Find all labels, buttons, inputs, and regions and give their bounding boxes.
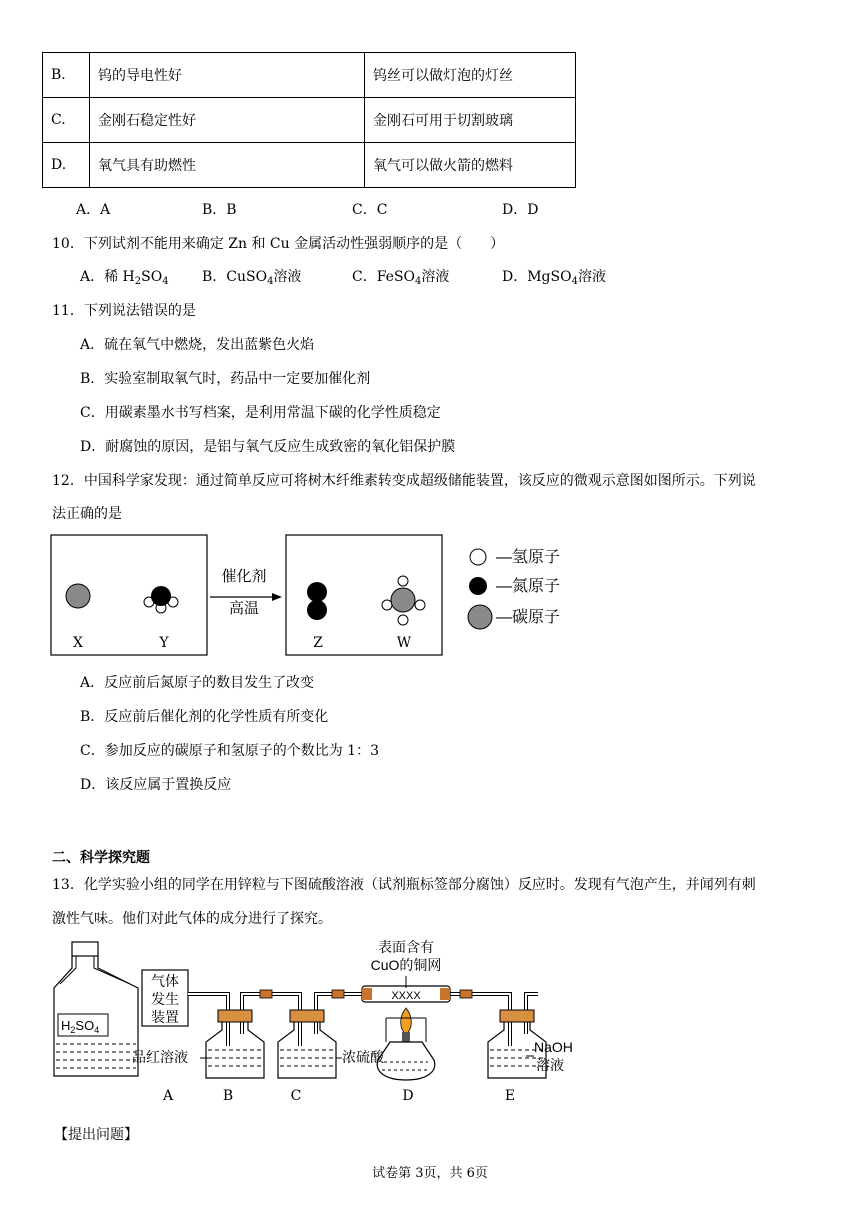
options-table (42, 52, 576, 188)
q11-option-b: B．实验室制取氧气时，药品中一定要加催化剂 (80, 371, 371, 387)
row-letter: B. (43, 53, 90, 98)
label-y: Y (159, 635, 169, 651)
row-property: 金刚石稳定性好 (90, 98, 365, 143)
rubber-connector (260, 990, 272, 998)
methane-molecule (382, 576, 425, 625)
legend-hydrogen: —氢原子 (496, 549, 561, 566)
q10-stem: 10．下列试剂不能用来确定 Zn 和 Cu 金属活动性强弱顺序的是（ ） (52, 236, 505, 252)
reaction-diagram (50, 533, 610, 659)
q10-option-a: A．稀 $H_2SO_4$ (80, 269, 169, 287)
q9-option-c: C．C (352, 202, 388, 218)
q10-option-d: D．MgSO$_4$溶液 (502, 269, 606, 287)
section-title: 二、科学探究题 (52, 850, 150, 866)
row-letter: C. (43, 98, 90, 143)
q12-option-c: C．参加反应的碳原子和氢原子的个数比为 1：3 (80, 743, 379, 759)
copper-label-line1: 表面含有 (378, 939, 434, 955)
page-footer: 试卷第 3页，共 6页 (372, 1166, 488, 1181)
row-use: 钨丝可以做灯泡的灯丝 (365, 53, 576, 98)
label-z: Z (313, 635, 323, 651)
catalyst-label: 催化剂 (221, 568, 267, 585)
q12-stem-line1: 12．中国科学家发现：通过简单反应可将树木纤维素转变成超级储能装置，该反应的微观示意图如图所示。下列说 (52, 473, 756, 489)
rubber-connector (332, 990, 344, 998)
row-use: 氧气可以做火箭的燃料 (365, 143, 576, 188)
bottle-c (278, 1010, 336, 1078)
copper-label-line2: CuO的铜网 (370, 957, 442, 973)
q9-option-a: A．A (76, 202, 111, 218)
apparatus-label-b: B (222, 1088, 234, 1104)
label-x: X (73, 635, 83, 651)
q9-option-b: B．B (202, 202, 237, 218)
q11-stem: 11．下列说法错误的是 (52, 303, 196, 319)
naoh-label-line2: 溶液 (536, 1057, 564, 1073)
gas-box-line3: 装置 (151, 1009, 179, 1025)
apparatus-label-d: D (402, 1088, 414, 1104)
gas-box-line2: 发生 (151, 991, 179, 1007)
table-row (43, 143, 576, 188)
q13-stem-line1: 13．化学实验小组的同学在用锌粒与下图硫酸溶液（试剂瓶标签部分腐蚀）反应时。发现有气泡产生，并闻列有刺 (52, 877, 756, 893)
combustion-tube (362, 976, 450, 1002)
sulfuric-acid-bottle (54, 942, 138, 1076)
legend-carbon: —碳原子 (496, 609, 561, 626)
nitrogen-molecule (307, 582, 327, 620)
apparatus-label-c: C (290, 1088, 302, 1104)
row-property: 氧气具有助燃性 (90, 143, 365, 188)
q13-stem-line2: 激性气味。他们对此气体的成分进行了探究。 (52, 911, 332, 927)
row-use: 金刚石可用于切割玻璃 (365, 98, 576, 143)
pinhong-label: 品红溶液 (132, 1049, 188, 1065)
conc-acid-label: 浓硫酸 (342, 1049, 384, 1065)
raise-question-heading: 【提出问题】 (54, 1127, 138, 1143)
q12-option-b: B．反应前后催化剂的化学性质有所变化 (80, 709, 329, 725)
ammonia-molecule (144, 586, 178, 613)
table-row (43, 53, 576, 98)
naoh-label-line1: NaOH (534, 1039, 573, 1055)
table-row (43, 98, 576, 143)
q10-option-b: B．CuSO$_4$溶液 (202, 269, 302, 287)
hydrogen-legend-icon (470, 549, 486, 565)
q10-option-c: C．FeSO$_4$溶液 (352, 269, 450, 287)
carbon-legend-icon (468, 605, 492, 629)
legend-nitrogen: —氮原子 (496, 578, 561, 595)
label-w: W (396, 635, 412, 651)
q12-stem-line2: 法正确的是 (52, 506, 122, 522)
arrow-head (272, 593, 282, 601)
carbon-atom (66, 584, 90, 608)
condition-label: 高温 (228, 600, 260, 617)
apparatus-label-a: A (162, 1088, 174, 1104)
alcohol-lamp (377, 1008, 435, 1080)
experiment-apparatus (50, 938, 590, 1108)
bottle-b (206, 1010, 264, 1078)
bottle-label: $H_2SO_4$ (61, 1018, 100, 1035)
rubber-connector (460, 990, 472, 998)
apparatus-label-e: E (504, 1088, 516, 1104)
copper-mesh: XXXX (391, 990, 421, 1002)
q9-option-d: D．D (502, 202, 539, 218)
nitrogen-legend-icon (469, 577, 487, 595)
row-property: 钨的导电性好 (90, 53, 365, 98)
q12-option-a: A．反应前后氮原子的数目发生了改变 (80, 675, 315, 691)
q11-option-a: A．硫在氧气中燃烧，发出蓝紫色火焰 (80, 337, 315, 353)
gas-box-line1: 气体 (151, 973, 179, 989)
row-letter: D. (43, 143, 90, 188)
q12-option-d: D．该反应属于置换反应 (80, 777, 232, 793)
q11-option-d: D．耐腐蚀的原因，是铝与氧气反应生成致密的氧化铝保护膜 (80, 439, 456, 455)
q11-option-c: C．用碳素墨水书写档案，是利用常温下碳的化学性质稳定 (80, 405, 441, 421)
